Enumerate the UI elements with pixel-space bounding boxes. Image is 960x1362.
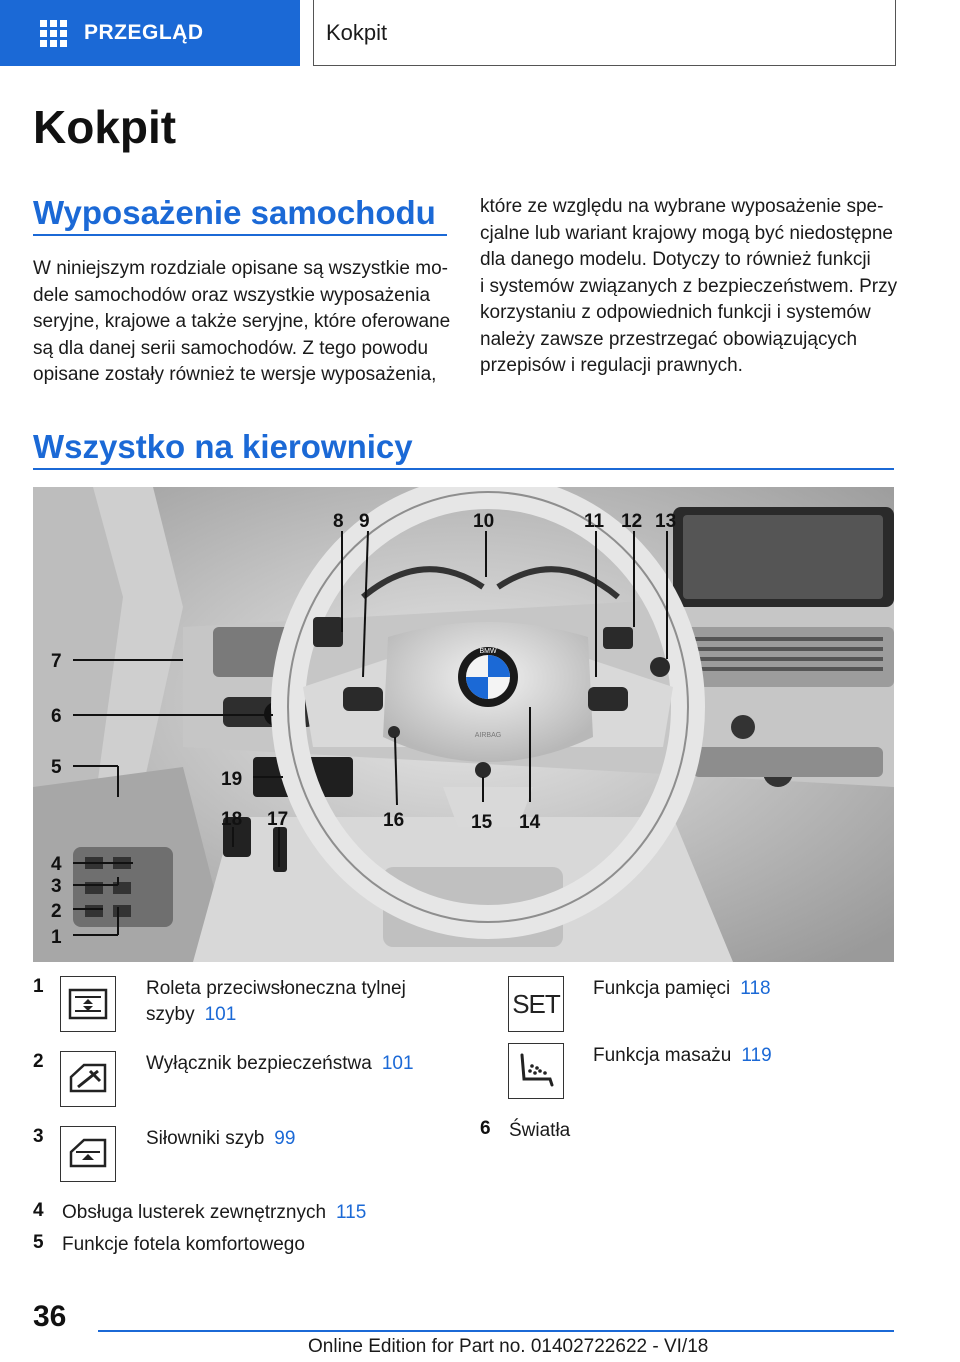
cockpit-photo (33, 487, 894, 962)
legend-num-6: 6 (480, 1118, 491, 1139)
page-link-101[interactable]: 101 (381, 1053, 414, 1074)
callout-12: 12 (621, 511, 643, 532)
legend-num-5: 5 (33, 1232, 44, 1253)
callout-9: 9 (359, 511, 370, 532)
nav-tab-label: PRZEGLĄD (84, 21, 204, 44)
legend-text-line: Siłowniki szyb (146, 1128, 265, 1149)
callout-18: 18 (221, 809, 243, 830)
section-heading-steering: Wszystko na kierownicy (33, 428, 413, 465)
text-line: seryjne, krajowe a także seryjne, które oferowane (33, 311, 451, 332)
callout-13: 13 (655, 511, 677, 532)
section-title: Kokpit (326, 19, 388, 45)
text-line: i systemów związanych z bezpieczeństwem. Przy (480, 275, 898, 297)
legend-text-line: Roleta przeciwsłoneczna tylnej (146, 978, 406, 999)
window-safety-switch-icon (60, 1051, 116, 1107)
heading-rule (33, 468, 894, 470)
legend-text-5: Funkcje fotela komfortowego (62, 1234, 305, 1255)
power-window-icon (60, 1126, 116, 1182)
text-line: są dla danej serii samochodów. Z tego powodu (33, 337, 429, 359)
legend-text-line: Obsługa lusterek zewnętrznych (62, 1202, 327, 1223)
page-number: 36 (33, 1300, 67, 1333)
legend-num-2: 2 (33, 1051, 44, 1072)
legend-text-line: Funkcja pamięci (593, 978, 731, 999)
page-link-118[interactable]: 118 (740, 978, 771, 999)
seat-massage-icon (508, 1043, 564, 1099)
callout-10: 10 (473, 511, 495, 532)
callout-2: 2 (51, 901, 62, 922)
legend-text-memory (593, 976, 771, 1002)
legend-text-line: szyby (146, 1004, 195, 1025)
heading-rule (33, 234, 447, 236)
page-link-119[interactable]: 119 (741, 1045, 772, 1066)
intro-paragraph-col1 (33, 256, 453, 389)
set-memory-icon (508, 976, 564, 1032)
text-line: korzystaniu z odpowiednich funkcji i systemów (480, 302, 871, 323)
callout-4: 4 (51, 854, 62, 875)
text-line: dele samochodów oraz wszystkie wyposażenia (33, 284, 431, 306)
text-line: które ze względu na wybrane wyposażenie spe‐ (480, 196, 884, 217)
text-line: dla danego modelu. Dotyczy to również funkcji (480, 249, 871, 270)
page-link-115[interactable]: 115 (336, 1202, 367, 1223)
callout-15: 15 (471, 812, 493, 833)
text-line: opisane zostały również te wersje wyposażenia, (33, 364, 437, 385)
legend-num-1: 1 (33, 976, 44, 997)
page-link-99[interactable]: 99 (274, 1128, 296, 1149)
legend-text-2 (146, 1051, 414, 1077)
callout-16: 16 (383, 810, 405, 831)
text-line: cjalne lub wariant krajowy mogą być niedostępne (480, 222, 893, 244)
footer-rule (98, 1330, 894, 1332)
callout-14: 14 (519, 812, 541, 833)
rear-sunblind-icon (60, 976, 116, 1032)
cockpit-illustration (33, 487, 894, 962)
grid-icon (40, 20, 66, 46)
legend-text-4 (62, 1200, 366, 1226)
callout-8: 8 (333, 511, 344, 532)
legend-text-line: Wyłącznik bezpieczeństwa (146, 1053, 372, 1074)
page-link-101[interactable]: 101 (204, 1004, 237, 1025)
airbag-label: AIRBAG (474, 732, 502, 739)
legend-num-3: 3 (33, 1126, 44, 1147)
text-line: należy zawsze przestrzegać obowiązujących (480, 328, 858, 350)
callout-7: 7 (51, 651, 62, 672)
legend-text-massage (593, 1043, 772, 1069)
legend-text-line: Funkcja masażu (593, 1045, 732, 1066)
legend-text-3 (146, 1126, 295, 1152)
section-title-box (313, 0, 896, 66)
legend-num-4: 4 (33, 1200, 44, 1221)
set-icon-text: SET (512, 988, 560, 1019)
text-line: przepisów i regulacji prawnych. (480, 355, 743, 376)
callout-6: 6 (51, 706, 62, 727)
footer-edition (308, 1336, 708, 1358)
callout-19: 19 (221, 769, 243, 790)
legend-text-6: Światła (509, 1120, 571, 1141)
legend-text-1 (146, 976, 406, 1028)
text-line: W niniejszym rozdziale opisane są wszystkie mo‐ (33, 258, 448, 279)
nav-tab-overview[interactable] (0, 0, 300, 66)
callout-17: 17 (267, 809, 289, 830)
callout-3: 3 (51, 876, 62, 897)
page-title: Kokpit (33, 101, 177, 153)
callout-1: 1 (51, 927, 62, 948)
intro-paragraph-col2 (480, 194, 900, 380)
callout-5: 5 (51, 757, 62, 778)
bmw-badge-text: BMW (479, 648, 497, 655)
callout-11: 11 (584, 511, 605, 532)
section-heading-equipment: Wyposażenie samochodu (33, 194, 436, 231)
footer-edition-text: Online Edition for Part no. 01402722622 - VI/18 (308, 1336, 709, 1357)
